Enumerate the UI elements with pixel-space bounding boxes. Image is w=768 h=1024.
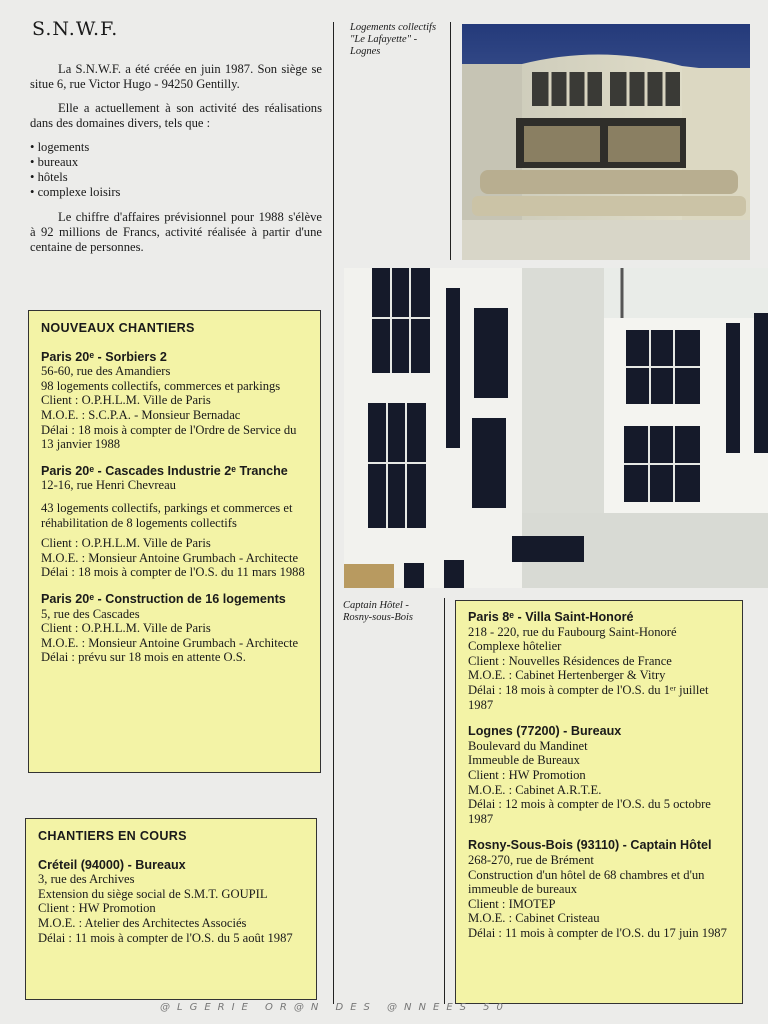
- project-line: Boulevard du Mandinet: [468, 738, 588, 753]
- project-line: Construction d'un hôtel de 68 chambres et d'un immeuble de bureaux: [468, 867, 705, 897]
- project-title: Lognes (77200) - Bureaux: [468, 724, 622, 739]
- project-line: Délai : 11 mois à compter de l'O.S. du 5 août 1987: [38, 930, 293, 945]
- project-line: Délai : 18 mois à compter de l'O.S. du 11 mars 1988: [41, 565, 305, 580]
- project-line: 3, rue des Archives: [38, 872, 135, 887]
- intro-paragraph-1: La S.N.W.F. a été créée en juin 1987. Son siège se situe 6, rue Victor Hugo - 94250 Gentilly.: [30, 62, 322, 91]
- project-line: M.O.E. : Cabinet A.R.T.E.: [468, 782, 602, 797]
- project-line: M.O.E. : Cabinet Hertenberger & Vitry: [468, 668, 666, 683]
- caption-captain-hotel: Captain Hôtel - Rosny-sous-Bois: [343, 600, 413, 623]
- project-line: M.O.E. : S.C.P.A. - Monsieur Bernadac: [41, 407, 241, 422]
- project-line: Client : Nouvelles Résidences de France: [468, 653, 672, 668]
- project-entry: [468, 724, 732, 826]
- project-line: Complexe hôtelier: [468, 639, 562, 654]
- project-title: Paris 20ᵉ - Sorbiers 2: [41, 349, 167, 364]
- project-line: 43 logements collectifs, parkings et commerces et réhabilitation de 8 logements collectifs: [41, 500, 293, 530]
- project-line: 268-270, rue de Brément: [468, 852, 594, 867]
- activity-item: • logements: [30, 140, 322, 155]
- page-title: S.N.W.F.: [32, 18, 119, 40]
- project-line: Délai : prévu sur 18 mois en attente O.S.: [41, 650, 246, 665]
- project-line: 5, rue des Cascades: [41, 606, 140, 621]
- project-entry: [468, 610, 732, 712]
- project-line: M.O.E. : Atelier des Architectes Associés: [38, 915, 247, 930]
- photo-captain-hotel: [344, 268, 768, 588]
- footer-watermark: @LGERIE OR@N DES @NNEES 50: [160, 1002, 510, 1013]
- box-heading: CHANTIERS EN COURS: [38, 829, 187, 843]
- project-line: Délai : 18 mois à compter de l'Ordre de Service du 13 janvier 1988: [41, 422, 297, 452]
- project-line: Client : O.P.H.L.M. Ville de Paris: [41, 393, 211, 408]
- project-line: 98 logements collectifs, commerces et parkings: [41, 378, 281, 393]
- box-chantiers-en-cours-continued: [455, 600, 743, 1004]
- intro-text: [30, 62, 322, 264]
- project-line: 56-60, rue des Amandiers: [41, 364, 171, 379]
- activity-item: • complexe loisirs: [30, 185, 322, 200]
- project-line: 12-16, rue Henri Chevreau: [41, 478, 176, 493]
- project-title: Paris 20ᵉ - Cascades Industrie 2ᵉ Tranche: [41, 463, 288, 478]
- project-line: Immeuble de Bureaux: [468, 753, 580, 768]
- project-entry: [41, 592, 310, 665]
- project-line: Client : IMOTEP: [468, 896, 556, 911]
- project-line: M.O.E. : Monsieur Antoine Grumbach - Architecte: [41, 635, 299, 650]
- project-line: Extension du siège social de S.M.T. GOUPIL: [38, 886, 268, 901]
- project-line: 218 - 220, rue du Faubourg Saint-Honoré: [468, 624, 677, 639]
- project-title: Créteil (94000) - Bureaux: [38, 857, 186, 872]
- project-entry: [41, 350, 310, 452]
- column-rule-right-lower: [444, 598, 445, 1004]
- project-line: Délai : 12 mois à compter de l'O.S. du 5 octobre 1987: [468, 797, 711, 826]
- column-rule-right: [450, 22, 451, 260]
- activity-item: • bureaux: [30, 155, 322, 170]
- box-heading: NOUVEAUX CHANTIERS: [41, 321, 195, 335]
- project-entry: [468, 838, 732, 940]
- project-line: M.O.E. : Monsieur Antoine Grumbach - Architecte: [41, 550, 299, 565]
- intro-paragraph-2: Elle a actuellement à son activité des réalisations dans des domaines divers, tels que :: [30, 101, 322, 130]
- project-entry: [38, 858, 306, 946]
- activity-item: • hôtels: [30, 170, 322, 185]
- project-line: Client : O.P.H.L.M. Ville de Paris: [41, 536, 211, 551]
- caption-lafayette: Logements collectifs "Le Lafayette" - Lognes: [350, 22, 437, 57]
- project-line: Délai : 18 mois à compter de l'O.S. du 1ᵉʳ juillet 1987: [468, 682, 709, 712]
- project-line: Délai : 11 mois à compter de l'O.S. du 17 juin 1987: [468, 925, 727, 940]
- photo-lafayette: [462, 24, 750, 260]
- project-entry: [41, 464, 310, 580]
- project-line: Client : HW Promotion: [468, 767, 586, 782]
- project-line: Client : HW Promotion: [38, 901, 156, 916]
- project-title: Rosny-Sous-Bois (93110) - Captain Hôtel: [468, 838, 712, 853]
- intro-paragraph-3: Le chiffre d'affaires prévisionnel pour 1988 s'élève à 92 millions de Francs, activité réalisée à partir d'une centaine de personnes.: [30, 210, 322, 254]
- activity-list: [30, 140, 322, 200]
- box-chantiers-en-cours: [25, 818, 317, 1000]
- project-line: M.O.E. : Cabinet Cristeau: [468, 911, 600, 926]
- project-title: Paris 8ᵉ - Villa Saint-Honoré: [468, 610, 634, 624]
- project-title: Paris 20ᵉ - Construction de 16 logements: [41, 591, 286, 606]
- box-nouveaux-chantiers: [28, 310, 321, 773]
- project-line: Client : O.P.H.L.M. Ville de Paris: [41, 621, 211, 636]
- column-rule-left: [333, 22, 334, 1004]
